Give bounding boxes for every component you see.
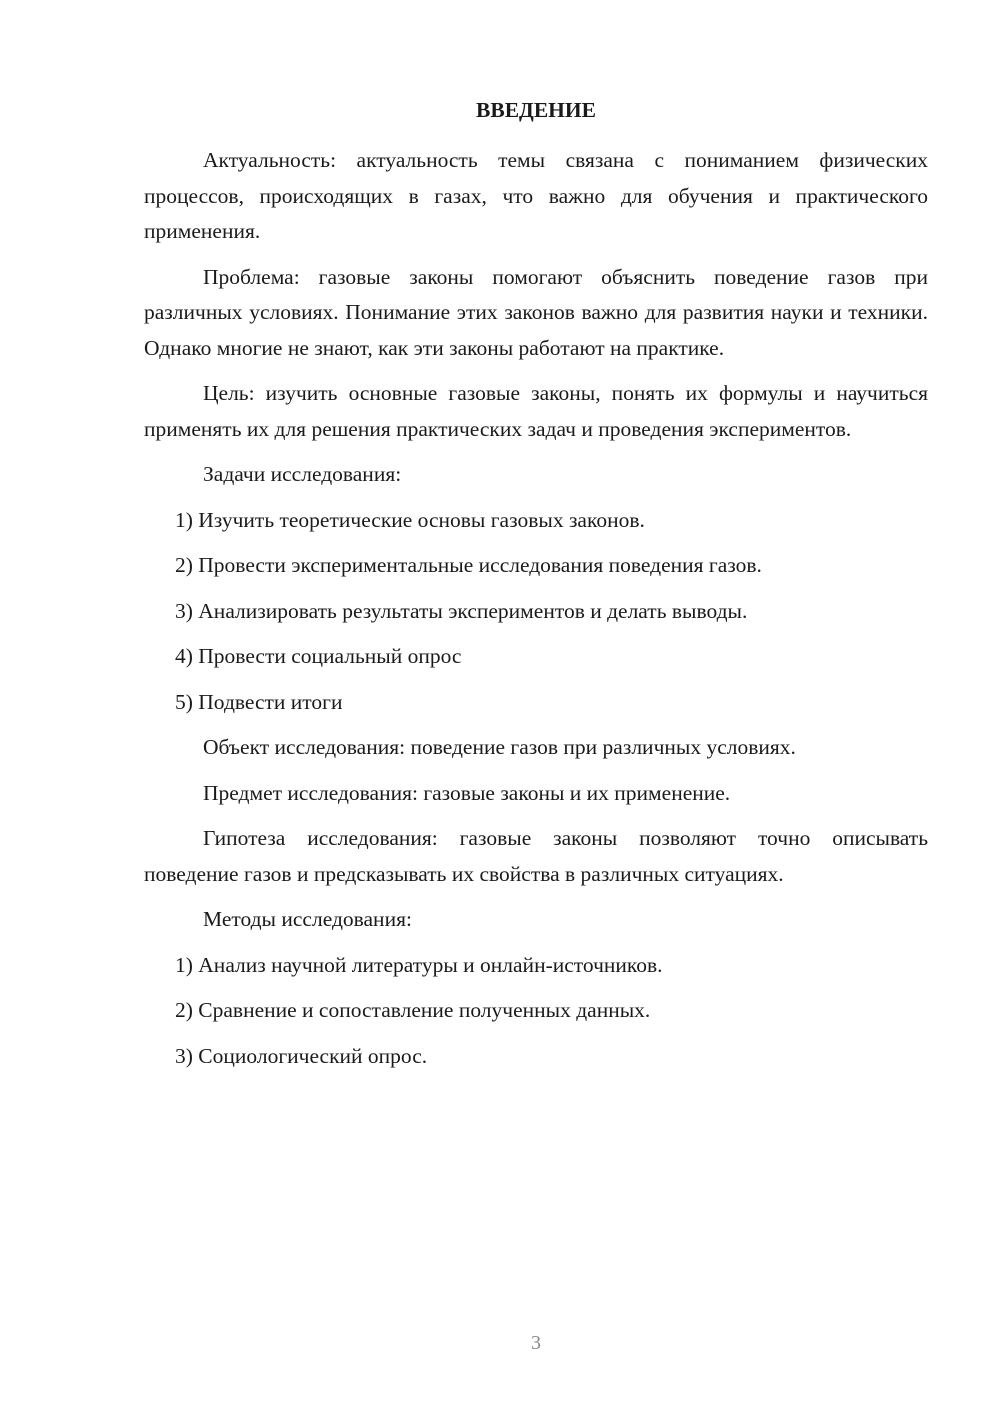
list-item: 3) Социологический опрос. (175, 1043, 428, 1068)
list-item: 3) Анализировать результаты экспериментов и делать выводы. (175, 598, 748, 623)
methods-heading: Методы исследования: (203, 907, 412, 931)
goal-paragraph: Цель: изучить основные газовые законы, понять их формулы и научиться применять их для решения практических задач и проведения экспериментов. (144, 381, 928, 441)
problem-paragraph: Проблема: газовые законы помогают объяснить поведение газов при различных условиях. Понимание этих законов важно для развития науки и техники. Однако многие не знают, как эти законы работают на практике. (144, 264, 928, 360)
page-number: 3 (531, 1332, 541, 1354)
list-item: 2) Сравнение и сопоставление полученных данных. (175, 998, 651, 1022)
subject-line: Предмет исследования: газовые законы и их применение. (203, 780, 731, 805)
relevance-paragraph: Актуальность: актуальность темы связана с пониманием физических процессов, происходящих в газах, что важно для обучения и практического применения. (144, 148, 928, 243)
list-item: 5) Подвести итоги (175, 689, 343, 714)
object-line: Объект исследования: поведение газов при различных условиях. (203, 735, 796, 759)
list-item: 1) Анализ научной литературы и онлайн-источников. (175, 952, 663, 977)
list-item: 4) Провести социальный опрос (175, 644, 462, 668)
methods-list (144, 948, 928, 1075)
tasks-list (144, 503, 928, 721)
hypothesis-paragraph: Гипотеза исследования: газовые законы позволяют точно описывать поведение газов и предсказывать их свойства в различных ситуациях. (144, 826, 928, 886)
page-title: ВВЕДЕНИЕ (476, 98, 596, 122)
document-page (144, 92, 928, 1084)
list-item: 1) Изучить теоретические основы газовых законов. (175, 507, 645, 532)
tasks-heading: Задачи исследования: (203, 462, 402, 486)
list-item: 2) Провести экспериментальные исследования поведения газов. (175, 553, 762, 577)
